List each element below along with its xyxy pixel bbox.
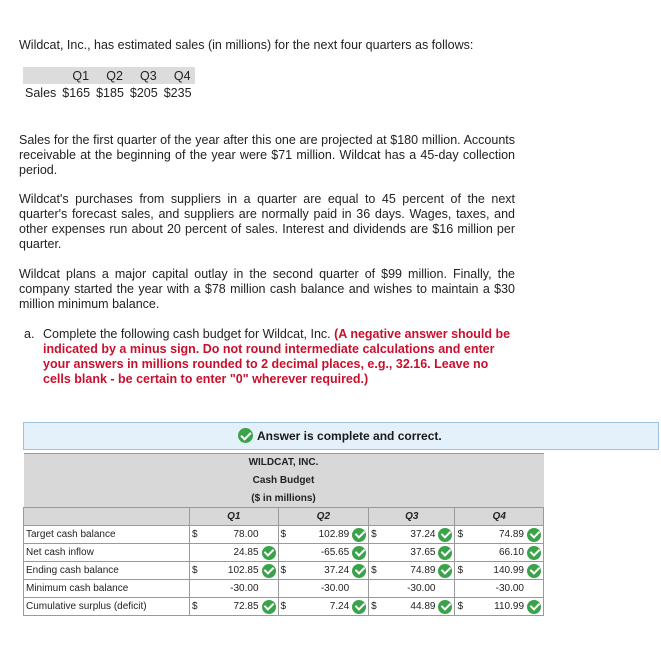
budget-cell-q1[interactable] [204, 526, 278, 544]
budget-units-row [24, 490, 544, 508]
budget-cell-q3[interactable] [383, 562, 455, 580]
cash-budget-table [23, 453, 544, 616]
currency-symbol [278, 544, 292, 562]
intro-text: Wildcat, Inc., has estimated sales (in millions) for the next four quarters as follows: [19, 38, 474, 52]
check-circle-icon [438, 528, 452, 542]
budget-cell-q2[interactable] [292, 544, 368, 562]
answer-banner-content [238, 428, 442, 443]
currency-symbol: $ [278, 562, 292, 580]
cell-value: -30.00 [320, 583, 350, 594]
sales-header-q4: Q4 [161, 67, 195, 84]
budget-cell-q4[interactable] [469, 544, 543, 562]
cell-content [493, 564, 541, 578]
budget-row-label: Net cash inflow [24, 544, 190, 562]
cell-value: 110.99 [494, 601, 524, 612]
budget-row-ending-cash-balance [24, 562, 544, 580]
sales-value-q2: $185 [96, 85, 124, 100]
currency-symbol [190, 544, 204, 562]
budget-cell-q2[interactable] [292, 562, 368, 580]
budget-cell-q1[interactable] [204, 562, 278, 580]
cell-content [410, 546, 452, 560]
cell-value: 74.89 [498, 529, 524, 540]
check-circle-icon [438, 600, 452, 614]
cell-content [233, 529, 275, 540]
currency-symbol: $ [278, 598, 292, 616]
cell-value: 24.85 [233, 547, 259, 558]
budget-cell-q2[interactable] [292, 526, 368, 544]
check-circle-icon [238, 428, 253, 443]
budget-row-label: Minimum cash balance [24, 580, 190, 598]
currency-symbol [369, 580, 383, 598]
budget-header-q4: Q4 [455, 508, 544, 526]
currency-symbol: $ [190, 598, 204, 616]
cell-content [319, 528, 367, 542]
cell-content [321, 583, 366, 594]
question-body [43, 327, 518, 387]
cell-content [324, 564, 366, 578]
cell-content [233, 546, 275, 560]
currency-symbol: $ [190, 562, 204, 580]
cell-value: 74.89 [410, 565, 436, 576]
currency-symbol: $ [369, 526, 383, 544]
cell-value: -65.65 [320, 547, 350, 558]
cell-content [410, 600, 452, 614]
cell-value: 7.24 [329, 601, 350, 612]
cell-content [321, 546, 366, 560]
check-circle-icon [262, 546, 276, 560]
currency-symbol: $ [190, 526, 204, 544]
budget-cell-q2[interactable] [292, 598, 368, 616]
currency-symbol: $ [369, 598, 383, 616]
check-circle-icon [352, 600, 366, 614]
check-circle-icon [262, 564, 276, 578]
budget-cell-q4[interactable] [469, 598, 543, 616]
cell-content [407, 583, 452, 594]
currency-symbol [455, 580, 469, 598]
check-circle-icon [527, 564, 541, 578]
budget-header-q3: Q3 [369, 508, 455, 526]
budget-row-net-cash-inflow [24, 544, 544, 562]
budget-row-label: Target cash balance [24, 526, 190, 544]
cell-content [410, 528, 452, 542]
currency-symbol: $ [455, 598, 469, 616]
sales-header-q1: Q1 [59, 67, 93, 84]
currency-symbol [369, 544, 383, 562]
sales-header-row [23, 67, 195, 84]
cell-value: 66.10 [498, 547, 524, 558]
cell-value: -30.00 [230, 583, 259, 594]
sales-row [23, 84, 195, 101]
cell-value: 140.99 [493, 565, 524, 576]
cell-value: 102.89 [318, 529, 350, 540]
cell-value: 37.24 [410, 529, 436, 540]
sales-value-q3: $205 [129, 85, 158, 100]
cell-content [330, 600, 366, 614]
budget-cell-q3[interactable] [383, 580, 455, 598]
check-circle-icon [527, 528, 541, 542]
cell-value: -30.00 [495, 583, 524, 594]
budget-body [24, 526, 544, 616]
currency-symbol [455, 544, 469, 562]
cell-content [233, 600, 275, 614]
budget-cell-q3[interactable] [383, 544, 455, 562]
budget-company-row [24, 454, 544, 472]
sales-header-blank [23, 67, 59, 84]
cell-value: 78.00 [233, 529, 259, 540]
check-circle-icon [438, 564, 452, 578]
cell-content [499, 528, 541, 542]
currency-symbol [278, 580, 292, 598]
budget-header-q2: Q2 [278, 508, 369, 526]
budget-cell-q1[interactable] [204, 544, 278, 562]
budget-row-label: Cumulative surplus (deficit) [24, 598, 190, 616]
check-circle-icon [527, 546, 541, 560]
currency-symbol [190, 580, 204, 598]
cell-content [228, 564, 276, 578]
paragraph-capital-outlay: Wildcat plans a major capital outlay in the second quarter of $99 million. Finally, the company started the year with a $78 million cash balance and wishes to maintain a $30 million minimum balance. [19, 267, 515, 311]
budget-header-blank [24, 508, 190, 526]
cell-content [499, 546, 541, 560]
sales-value-q4: $235 [163, 85, 192, 100]
sales-row-label: Sales [25, 85, 57, 100]
question-instruction: (A negative answer should be indicated by a minus sign. Do not round intermediate calculations and enter your answers in millions rounded to 2 decimal places, e.g., 32.16. Leave no cells blank - be certain to enter "0" wherever required.) [43, 327, 511, 386]
budget-header-q1: Q1 [190, 508, 278, 526]
cell-content [496, 583, 541, 594]
cell-content [230, 583, 275, 594]
sales-table [23, 67, 195, 101]
budget-company: WILDCAT, INC. [24, 454, 544, 472]
budget-title-row [24, 472, 544, 490]
check-circle-icon [527, 600, 541, 614]
budget-cell-q1[interactable] [204, 598, 278, 616]
answer-banner-text: Answer is complete and correct. [257, 428, 442, 443]
check-circle-icon [262, 600, 276, 614]
sales-value-q1: $165 [62, 85, 91, 100]
budget-cell-q4[interactable] [469, 562, 543, 580]
budget-row-cumulative-surplus [24, 598, 544, 616]
answer-banner [23, 422, 659, 450]
paragraph-receivables: Sales for the first quarter of the year after this one are projected at $180 million. Accounts receivable at the beginning of the year were $71 million. Wildcat has a 45-day collection period. [19, 133, 515, 177]
budget-row-minimum-cash-balance [24, 580, 544, 598]
cell-content [494, 600, 541, 614]
check-circle-icon [438, 546, 452, 560]
question-a [24, 327, 518, 387]
budget-units: ($ in millions) [24, 490, 544, 508]
budget-row-label: Ending cash balance [24, 562, 190, 580]
budget-quarter-header-row [24, 508, 544, 526]
budget-cell-q4[interactable] [469, 580, 543, 598]
currency-symbol: $ [455, 562, 469, 580]
budget-cell-q1[interactable] [204, 580, 278, 598]
paragraph-purchases: Wildcat's purchases from suppliers in a quarter are equal to 45 percent of the next quarter's forecast sales, and suppliers are normally paid in 36 days. Wages, taxes, and other expenses run about 20 percent of sales. Interest and dividends are $16 million per quarter. [19, 192, 515, 251]
cell-value: -30.00 [407, 583, 436, 594]
cell-value: 37.65 [410, 547, 436, 558]
question-label: a. [24, 327, 35, 341]
budget-title: Cash Budget [24, 472, 544, 490]
question-text: Complete the following cash budget for Wildcat, Inc. [43, 327, 331, 341]
budget-cell-q3[interactable] [383, 526, 455, 544]
sales-header-q3: Q3 [127, 67, 161, 84]
cell-content [410, 564, 452, 578]
cell-value: 72.85 [233, 601, 259, 612]
check-circle-icon [352, 564, 366, 578]
sales-header-q2: Q2 [93, 67, 127, 84]
check-circle-icon [352, 528, 366, 542]
budget-cell-q4[interactable] [469, 526, 543, 544]
currency-symbol: $ [455, 526, 469, 544]
budget-row-target-cash-balance [24, 526, 544, 544]
cell-value: 44.89 [410, 601, 436, 612]
currency-symbol: $ [278, 526, 292, 544]
check-circle-icon [352, 546, 366, 560]
cell-value: 37.24 [324, 565, 350, 576]
currency-symbol: $ [369, 562, 383, 580]
cell-value: 102.85 [227, 565, 259, 576]
budget-cell-q3[interactable] [383, 598, 455, 616]
budget-cell-q2[interactable] [292, 580, 368, 598]
